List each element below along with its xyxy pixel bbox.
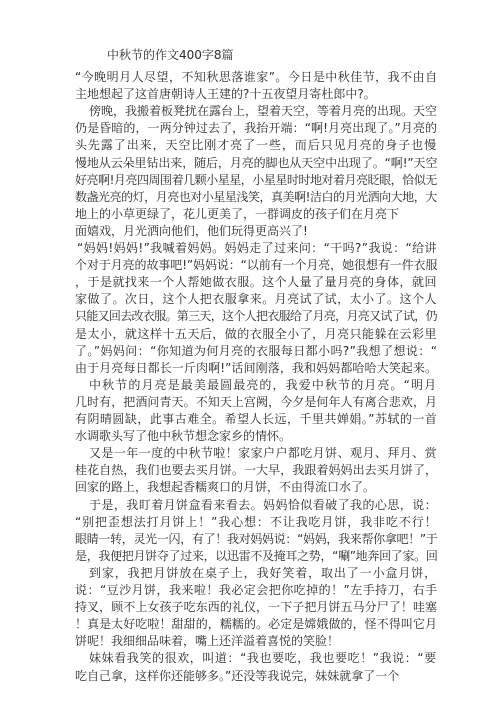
essay-line: 地上的小草更绿了，花儿更美了，一群调皮的孩子们在月亮下 [75, 207, 400, 221]
essay-line: 傍晚，我搬着板凳扰在露台上，望着天空，等着月亮的出现。天空 [89, 104, 438, 118]
essay-line: 慢地从云朵里钻出来，随后，月亮的脚也从天空中出现了。“啊!”天空 [75, 156, 438, 170]
essay-line: 了。”妈妈问：“你知道为何月亮的衣服每日都小吗?”我想了想说：“ [75, 344, 438, 358]
essay-line: 是太小，就这样十五天后，做的衣服全小了，月亮只能躲在云彩里 [75, 327, 437, 341]
essay-line: 是，我便把月饼夺了过来，以迅雷不及掩耳之势，“唰”地奔回了家。回 [75, 549, 438, 563]
essay-line: 吃自己拿，这样你还能够多。”还没等我说完，妹妹就拿了一个 [75, 669, 400, 683]
essay-line: 由于月亮每日都长一斤肉啊!”话间刚落，我和妈妈都哈哈大笑起来。 [75, 361, 438, 375]
essay-line: 桂花自热，我们也要去买月饼。一大早，我跟着妈妈出去买月饼了， [75, 463, 438, 477]
essay-line: 只能又回去改衣服。第三天，这个人把衣服给了月亮，月亮又试了试，仍 [75, 309, 437, 323]
essay-line: 妹妹看我笑的很欢，叫道：“我也要吃，我也要吃！”我说：“要 [89, 651, 437, 665]
essay-line: 水调歌头写了他中秋节想念家乡的情怀。 [75, 429, 292, 443]
essay-line: 又是一年一度的中秋节啦！家家户户都吃月饼、观月、拜月、赏 [89, 446, 438, 460]
essay-line: ，于是就找来一个人帮她做衣服。这个人量了量月亮的身体，就回 [75, 275, 437, 289]
essay-line: 头先露了出来，天空比刚才亮了一些，而后只见月亮的身子也慢 [75, 138, 438, 152]
essay-line: 面嬉戏，月光洒向他们，他们玩得更高兴了! [75, 224, 308, 238]
essay-line: “妈妈!妈妈!”我喊着妈妈。妈妈走了过来问：“干吗?”我说：“给讲 [77, 241, 437, 255]
essay-line: 中秋节的月亮是最美最圆最亮的，我爱中秋节的月亮。“明月 [89, 378, 438, 392]
essay-line: 持叉，顾不上女孩子吃东西的礼仪，一下子把月饼五马分尸了！哇塞 [75, 600, 438, 614]
essay-line: 好亮啊!月亮四周围着几颗小星星，小星星时时地对着月亮眨眼，恰似无 [75, 173, 437, 187]
essay-line: 饼呢！我细细品味着，嘴上还洋溢着喜悦的笑脸！ [75, 634, 340, 648]
essay-line: 到家，我把月饼放在桌子上，我好笑着，取出了一小盒月饼， [89, 566, 438, 580]
essay-line: 回家的路上，我想起香糯爽口的月饼，不由得流口水了。 [75, 480, 376, 494]
essay-line: 说：“豆沙月饼，我来啦！我必定会把你吃掉的！”左手持刀，右手 [75, 583, 438, 597]
essay-line: 几时有，把酒问青天。不知天上宫阙，今夕是何年人有离合悲欢，月 [75, 395, 438, 409]
essay-line: “今晚明月人尽望，不知秋思落谁家”。今日是中秋佳节，我不由自 [75, 70, 438, 84]
document-title: 中秋节的作文400字8篇 [107, 48, 234, 62]
essay-line: 眼睛一转，灵光一闪，有了！我对妈妈说：“妈妈，我来帮你拿吧！”于 [75, 532, 438, 546]
essay-line: 主地想起了这首唐朝诗人王建的?十五夜望月寄杜郎中?。 [75, 87, 376, 101]
essay-line: 家做了。次日，这个人把衣服拿来。月亮试了试，太小了。这个人 [75, 292, 437, 306]
essay-line: 仍是昏暗的，一两分钟过去了，我抬开端：“啊!月亮出现了。”月亮的 [75, 121, 438, 135]
essay-line: 数盏光亮的灯，月亮也对小星星浅笑，真美啊!洁白的月光洒向大地，大 [75, 190, 437, 204]
essay-line: “别把歪想法打月饼上！”我心想：不让我吃月饼，我非吃不行！ [75, 515, 438, 529]
essay-line: 个对于月亮的故事吧!”妈妈说：“以前有一个月亮，她很想有一件衣服 [75, 258, 438, 272]
essay-line: ！真是太好吃啦！甜甜的，糯糯的。必定是嫦娥做的，怪不得叫它月 [75, 617, 438, 631]
essay-line: 于是，我盯着月饼盒看来看去。妈妈恰似看破了我的心思，说： [89, 498, 438, 512]
essay-line: 有阴晴圆缺，此事古难全。希望人长远，千里共婵娟。”苏轼的一首 [75, 412, 438, 426]
